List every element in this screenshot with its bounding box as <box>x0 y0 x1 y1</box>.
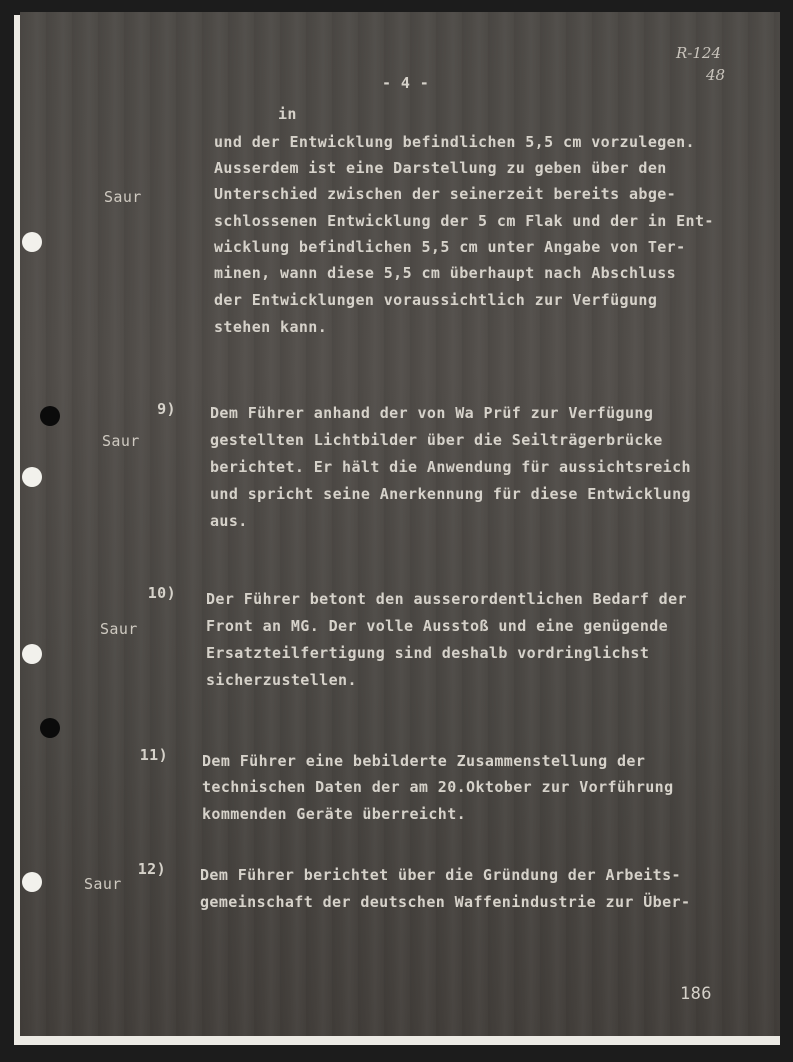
page-footer-number: 186 <box>680 984 712 1004</box>
text-line: Dem Führer anhand der von Wa Prüf zur Verfügung <box>210 404 654 422</box>
text-line: stehen kann. <box>214 318 328 336</box>
handwritten-reference: R-124 <box>676 44 721 62</box>
text-line: der Entwicklungen voraussichtlich zur Verfügung <box>214 291 658 309</box>
punch-hole <box>22 872 42 892</box>
text-line: Ausserdem ist eine Darstellung zu geben über den <box>214 159 667 177</box>
text-line: und der Entwicklung befindlichen 5,5 cm vorzulegen. <box>214 133 695 151</box>
margin-name: Saur <box>84 875 122 893</box>
text-line: minen, wann diese 5,5 cm überhaupt nach Abschluss <box>214 264 677 282</box>
text-line: in <box>278 105 297 123</box>
margin-name: Saur <box>104 188 142 206</box>
text-line: technischen Daten der am 20.Oktober zur Vorführung <box>202 778 674 796</box>
text-line: wicklung befindlichen 5,5 cm unter Angabe von Ter- <box>214 238 686 256</box>
page-number-header: - 4 - <box>382 74 430 92</box>
text-line: sicherzustellen. <box>206 671 357 689</box>
item-number: 11) <box>139 746 168 764</box>
margin-name: Saur <box>100 620 138 638</box>
punch-hole <box>22 232 42 252</box>
item-number: 9) <box>157 400 176 418</box>
text-line: kommenden Geräte überreicht. <box>202 805 467 823</box>
text-line: aus. <box>210 512 248 530</box>
text-line: berichtet. Er hält die Anwendung für aussichtsreich <box>210 458 691 476</box>
handwritten-reference-number: 48 <box>706 66 726 84</box>
text-line: gemeinschaft der deutschen Waffenindustrie zur Über- <box>200 893 691 911</box>
punch-hole <box>40 718 60 738</box>
text-line: Unterschied zwischen der seinerzeit bereits abge- <box>214 185 677 203</box>
item-number: 12) <box>137 860 166 878</box>
item-number: 10) <box>147 584 176 602</box>
margin-name: Saur <box>102 432 140 450</box>
punch-hole <box>22 467 42 487</box>
punch-hole <box>40 406 60 426</box>
text-line: Dem Führer eine bebilderte Zusammenstellung der <box>202 752 646 770</box>
text-line: Front an MG. Der volle Ausstoß und eine genügende <box>206 617 669 635</box>
text-line: und spricht seine Anerkennung für diese Entwicklung <box>210 485 691 503</box>
photocopy-page <box>20 12 780 1036</box>
text-line: schlossenen Entwicklung der 5 cm Flak und der in Ent- <box>214 212 714 230</box>
text-line: gestellten Lichtbilder über die Seilträgerbrücke <box>210 431 663 449</box>
text-line: Dem Führer berichtet über die Gründung der Arbeits- <box>200 866 681 884</box>
text-line: Ersatzteilfertigung sind deshalb vordringlichst <box>206 644 650 662</box>
punch-hole <box>22 644 42 664</box>
text-line: Der Führer betont den ausserordentlichen Bedarf der <box>206 590 687 608</box>
